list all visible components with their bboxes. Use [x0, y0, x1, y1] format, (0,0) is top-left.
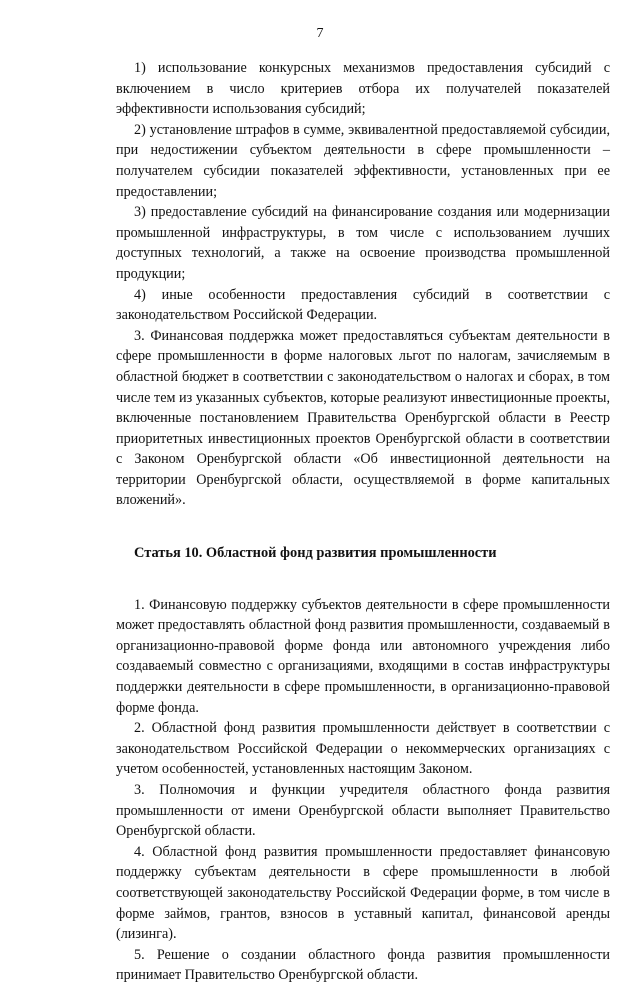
list-item: 4) иные особенности предоставления субсидий в соответствии с законодательством Российской Федерации. [116, 286, 610, 324]
page-content [116, 58, 610, 986]
clause-paragraph: 3. Финансовая поддержка может предоставляться субъектам деятельности в сфере промышленности в форме налоговых льгот по налогам, зачисляемым в областной бюджет в соответствии с законодательством о налогах и сборах, в том числе тем из указанных субъектов, которые реализуют инвестиционные проекты, включенные постановлением Правительства Оренбургской области в Реестр приоритетных инвестиционных проектов Оренбургской области в соответствии с Законом Оренбургской области «Об инвестиционной деятельности на территории Оренбургской области, осуществляемой в форме капитальных вложений». [116, 327, 610, 509]
article-heading: Статья 10. Областной фонд развития промышленности [134, 545, 497, 562]
list-item: 2) установление штрафов в сумме, эквивалентной предоставляемой субсидии, при недостижении субъектом деятельности в сфере промышленности – получателем субсидии показателей эффективности, установленных при ее предоставлении; [116, 121, 610, 200]
page-number: 7 [316, 26, 324, 41]
list-item: 1) использование конкурсных механизмов предоставления субсидий с включением в число критериев отбора их получателей показателей эффективности использования субсидий; [116, 60, 610, 118]
article-paragraph: 2. Областной фонд развития промышленности действует в соответствии с законодательством Российской Федерации о некоммерческих организациях с учетом особенностей, установленных настоящим Законом. [116, 720, 610, 778]
article-paragraph: 4. Областной фонд развития промышленности предоставляет финансовую поддержку субъектам деятельности в сфере промышленности в любой соответствующей законодательству Российской Федерации форме, в том числе в форме займов, грантов, взносов в уставный капитал, финансовой аренды (лизинга). [116, 843, 610, 943]
article-paragraph: 3. Полномочия и функции учредителя областного фонда развития промышленности от имени Оренбургской области выполняет Правительство Оренбургской области. [116, 782, 610, 840]
article-paragraph: 1. Финансовую поддержку субъектов деятельности в сфере промышленности может предоставлять областной фонд развития промышленности, создаваемый в организационно-правовой форме фонда или автономного учреждения либо создаваемый совместно с организациями, входящими в состав инфраструктуры поддержки деятельности в сфере промышленности, в организационно-правовой форме фонда. [116, 596, 610, 716]
article-paragraph: 5. Решение о создании областного фонда развития промышленности принимает Правительство Оренбургской области. [116, 946, 610, 984]
list-item: 3) предоставление субсидий на финансирование создания или модернизации промышленной инфраструктуры, в том числе с использованием лучших доступных технологий, а также на освоение производства промышленной продукции; [116, 204, 610, 282]
